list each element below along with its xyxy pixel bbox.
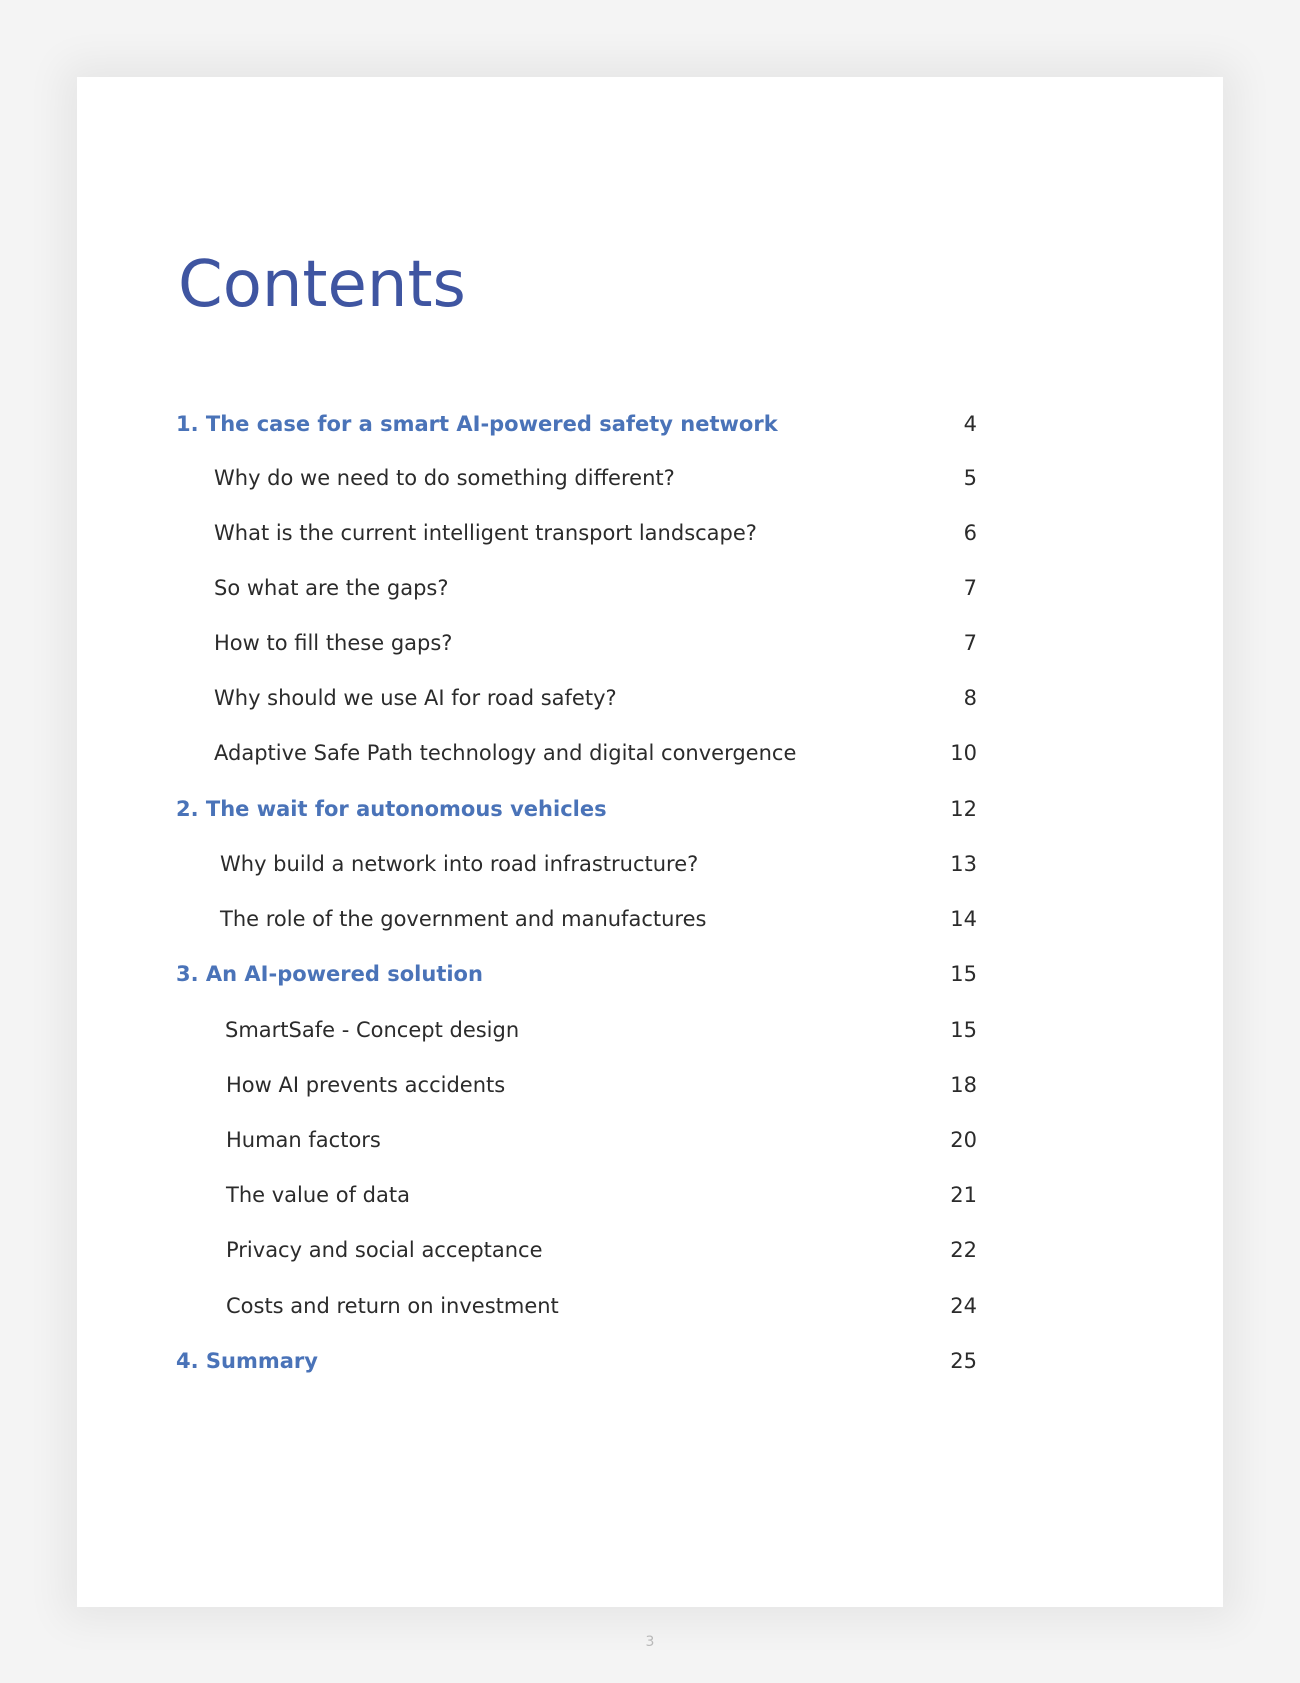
toc-subsection-entry[interactable] [0, 1065, 1300, 1105]
toc-subsection-entry[interactable] [0, 1120, 1300, 1160]
toc-entry-label: 2. The wait for autonomous vehicles [176, 797, 607, 821]
toc-entry-page-number: 4 [963, 412, 977, 436]
toc-entry-label: 4. Summary [176, 1349, 318, 1373]
toc-entry-label: What is the current intelligent transport landscape? [214, 521, 757, 545]
toc-entry-page-number: 7 [963, 576, 977, 600]
toc-subsection-entry[interactable] [0, 844, 1300, 884]
page-number: 3 [645, 1634, 655, 1650]
toc-entry-page-number: 6 [963, 521, 977, 545]
toc-entry-label: Why should we use AI for road safety? [214, 686, 617, 710]
toc-section-entry[interactable] [0, 1341, 1300, 1381]
toc-section-entry[interactable] [0, 954, 1300, 994]
toc-entry-page-number: 22 [950, 1238, 977, 1262]
toc-entry-page-number: 5 [963, 466, 977, 490]
toc-entry-label: SmartSafe - Concept design [225, 1018, 520, 1042]
toc-entry-page-number: 12 [950, 797, 977, 821]
toc-entry-page-number: 24 [950, 1294, 977, 1318]
toc-section-entry[interactable] [0, 404, 1300, 444]
toc-subsection-entry[interactable] [0, 899, 1300, 939]
toc-entry-page-number: 15 [950, 1018, 977, 1042]
toc-subsection-entry[interactable] [0, 1175, 1300, 1215]
toc-entry-label: How AI prevents accidents [226, 1073, 506, 1097]
toc-subsection-entry[interactable] [0, 458, 1300, 498]
toc-entry-label: 3. An AI-powered solution [176, 962, 483, 986]
toc-entry-label: Privacy and social acceptance [226, 1238, 543, 1262]
toc-entry-page-number: 25 [950, 1349, 977, 1373]
toc-subsection-entry[interactable] [0, 678, 1300, 718]
toc-subsection-entry[interactable] [0, 1010, 1300, 1050]
toc-subsection-entry[interactable] [0, 1230, 1300, 1270]
page-title: Contents [178, 248, 466, 322]
toc-entry-label: 1. The case for a smart AI-powered safety network [176, 412, 778, 436]
toc-entry-page-number: 10 [950, 741, 977, 765]
toc-entry-page-number: 20 [950, 1128, 977, 1152]
toc-section-entry[interactable] [0, 789, 1300, 829]
toc-entry-page-number: 21 [950, 1183, 977, 1207]
toc-entry-page-number: 13 [950, 852, 977, 876]
toc-entry-label: So what are the gaps? [214, 576, 449, 600]
toc-subsection-entry[interactable] [0, 513, 1300, 553]
toc-entry-label: The role of the government and manufactures [220, 907, 707, 931]
toc-subsection-entry[interactable] [0, 1286, 1300, 1326]
toc-entry-label: Human factors [226, 1128, 381, 1152]
toc-entry-label: How to fill these gaps? [214, 631, 453, 655]
toc-subsection-entry[interactable] [0, 568, 1300, 608]
toc-entry-page-number: 18 [950, 1073, 977, 1097]
toc-subsection-entry[interactable] [0, 733, 1300, 773]
toc-entry-label: The value of data [226, 1183, 410, 1207]
toc-entry-page-number: 15 [950, 962, 977, 986]
toc-entry-label: Costs and return on investment [226, 1294, 559, 1318]
toc-entry-page-number: 7 [963, 631, 977, 655]
toc-entry-label: Why build a network into road infrastructure? [220, 852, 699, 876]
toc-entry-page-number: 14 [950, 907, 977, 931]
toc-entry-label: Adaptive Safe Path technology and digital convergence [214, 741, 797, 765]
toc-subsection-entry[interactable] [0, 623, 1300, 663]
toc-entry-page-number: 8 [963, 686, 977, 710]
toc-entry-label: Why do we need to do something different? [214, 466, 675, 490]
